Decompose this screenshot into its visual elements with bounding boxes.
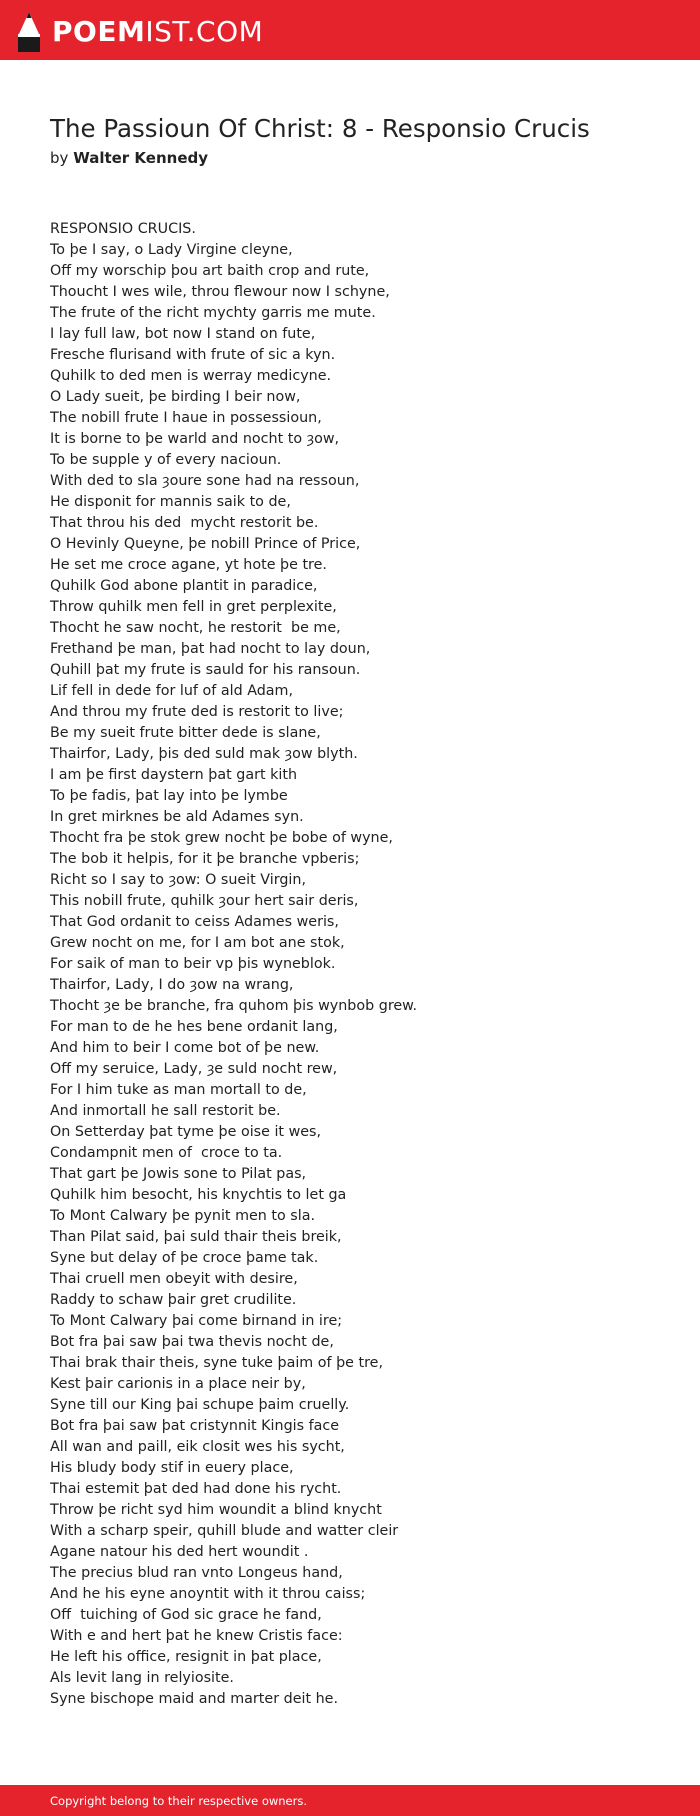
poem-line: Agane natour his ded hert woundit . bbox=[50, 1544, 309, 1560]
poem-line: O Hevinly Queyne, þe nobill Prince of Price, bbox=[50, 536, 361, 552]
poem-line: To þe fadis, þat lay into þe lymbe bbox=[50, 788, 288, 804]
poem-line: Fresche flurisand with frute of sic a kyn. bbox=[50, 347, 336, 363]
poem-title: The Passioun Of Christ: 8 - Responsio Crucis bbox=[50, 114, 590, 143]
poem-body bbox=[50, 219, 670, 1710]
poem-line: That gart þe Jowis sone to Pilat pas, bbox=[50, 1166, 307, 1182]
copyright-text: Copyright belong to their respective owners. bbox=[50, 1794, 308, 1808]
poem-line: And throu my frute ded is restorit to live; bbox=[50, 704, 344, 720]
poem-line: Thairfor, Lady, I do ȝow na wrang, bbox=[50, 977, 294, 993]
poem-line: I lay full law, bot now I stand on fute, bbox=[50, 326, 316, 342]
poem-line: Off tuiching of God sic grace he fand, bbox=[50, 1607, 322, 1623]
pencil-logo-icon bbox=[16, 11, 42, 53]
poem-line: Throw quhilk men fell in gret perplexite, bbox=[50, 599, 337, 615]
poem-line: To Mont Calwary þai come birnand in ire; bbox=[50, 1313, 343, 1329]
poem-line: To þe I say, o Lady Virgine cleyne, bbox=[50, 242, 293, 258]
poem-line: Bot fra þai saw þat cristynnit Kingis face bbox=[50, 1418, 340, 1434]
poem-line: Thai brak thair theis, syne tuke þaim of þe tre, bbox=[50, 1355, 384, 1371]
poem-line: Be my sueit frute bitter dede is slane, bbox=[50, 725, 321, 741]
poem-line: For I him tuke as man mortall to de, bbox=[50, 1082, 307, 1098]
poem-line: He set me croce agane, yt hote þe tre. bbox=[50, 557, 327, 573]
poem-line: He left his office, resignit in þat place, bbox=[50, 1649, 322, 1665]
poem-line: That throu his ded mycht restorit be. bbox=[50, 515, 319, 531]
poem-line: Quhilk to ded men is werray medicyne. bbox=[50, 368, 332, 384]
site-logo-text bbox=[52, 14, 263, 50]
poem-byline bbox=[50, 149, 208, 167]
poem-line: His bludy body stif in euery place, bbox=[50, 1460, 294, 1476]
poem-line: Thai estemit þat ded had done his rycht. bbox=[50, 1481, 342, 1497]
poem-line: Thairfor, Lady, þis ded suld mak ȝow blyth. bbox=[50, 746, 358, 762]
poem-line: RESPONSIO CRUCIS. bbox=[50, 221, 196, 237]
poem-line: For man to de he hes bene ordanit lang, bbox=[50, 1019, 338, 1035]
poem-line: Lif fell in dede for luf of ald Adam, bbox=[50, 683, 294, 699]
poem-line: In gret mirknes be ald Adames syn. bbox=[50, 809, 304, 825]
author-link[interactable]: Walter Kennedy bbox=[73, 149, 209, 167]
poem-line: The frute of the richt mychty garris me mute. bbox=[50, 305, 376, 321]
poem-line: Thocht ȝe be branche, fra quhom þis wynbob grew. bbox=[50, 998, 418, 1014]
poem-line: And he his eyne anoyntit with it throu caiss; bbox=[50, 1586, 366, 1602]
poem-line: Syne bischope maid and marter deit he. bbox=[50, 1691, 339, 1707]
poem-line: Syne till our King þai schupe þaim cruelly. bbox=[50, 1397, 350, 1413]
site-logo-link[interactable] bbox=[16, 11, 263, 53]
logo-text-bold: POEM bbox=[52, 15, 146, 48]
poem-line: O Lady sueit, þe birding I beir now, bbox=[50, 389, 301, 405]
poem-line: Quhilk him besocht, his knychtis to let ga bbox=[50, 1187, 347, 1203]
site-footer bbox=[0, 1785, 700, 1816]
poem-line: Quhilk God abone plantit in paradice, bbox=[50, 578, 318, 594]
poem-line: Off my seruice, Lady, ȝe suld nocht rew, bbox=[50, 1061, 338, 1077]
poem-line: To Mont Calwary þe pynit men to sla. bbox=[50, 1208, 316, 1224]
poem-line: With a scharp speir, quhill blude and watter cleir bbox=[50, 1523, 399, 1539]
poem-line: Condampnit men of croce to ta. bbox=[50, 1145, 283, 1161]
poem-line: Quhill þat my frute is sauld for his ransoun. bbox=[50, 662, 361, 678]
poem-line: He disponit for mannis saik to de, bbox=[50, 494, 291, 510]
poem-line: For saik of man to beir vp þis wyneblok. bbox=[50, 956, 336, 972]
poem-line: That God ordanit to ceiss Adames weris, bbox=[50, 914, 339, 930]
poem-line: Thocht he saw nocht, he restorit be me, bbox=[50, 620, 341, 636]
poem-line: The nobill frute I haue in possessioun, bbox=[50, 410, 322, 426]
poem-line: Raddy to schaw þair gret crudilite. bbox=[50, 1292, 297, 1308]
poem-line: Grew nocht on me, for I am bot ane stok, bbox=[50, 935, 345, 951]
poem-line: Than Pilat said, þai suld thair theis breik, bbox=[50, 1229, 342, 1245]
poem-line: Bot fra þai saw þai twa thevis nocht de, bbox=[50, 1334, 334, 1350]
logo-text-light: IST.COM bbox=[145, 15, 264, 48]
poem-line: All wan and paill, eik closit wes his sycht, bbox=[50, 1439, 345, 1455]
poem-line: With ded to sla ȝoure sone had na ressoun, bbox=[50, 473, 360, 489]
poem-line: Frethand þe man, þat had nocht to lay doun, bbox=[50, 641, 371, 657]
poem-line: Syne but delay of þe croce þame tak. bbox=[50, 1250, 319, 1266]
poem-line: Thocht fra þe stok grew nocht þe bobe of wyne, bbox=[50, 830, 393, 846]
by-label: by bbox=[50, 149, 69, 167]
poem-line: Off my worschip þou art baith crop and rute, bbox=[50, 263, 370, 279]
poem-line: The bob it helpis, for it þe branche vpberis; bbox=[50, 851, 360, 867]
poem-line: This nobill frute, quhilk ȝour hert sair deris, bbox=[50, 893, 359, 909]
poem-line: The precius blud ran vnto Longeus hand, bbox=[50, 1565, 343, 1581]
poem-line: To be supple y of every nacioun. bbox=[50, 452, 282, 468]
poem-line: Throw þe richt syd him woundit a blind knycht bbox=[50, 1502, 382, 1518]
poem-line: Kest þair carionis in a place neir by, bbox=[50, 1376, 306, 1392]
poem-line: And inmortall he sall restorit be. bbox=[50, 1103, 281, 1119]
poem-line: And him to beir I come bot of þe new. bbox=[50, 1040, 320, 1056]
poem-line: With e and hert þat he knew Cristis face: bbox=[50, 1628, 343, 1644]
poem-line: Thai cruell men obeyit with desire, bbox=[50, 1271, 298, 1287]
poem-line: On Setterday þat tyme þe oise it wes, bbox=[50, 1124, 322, 1140]
poem-line: Richt so I say to ȝow: O sueit Virgin, bbox=[50, 872, 307, 888]
poem-line: I am þe first daystern þat gart kith bbox=[50, 767, 298, 783]
poem-line: It is borne to þe warld and nocht to ȝow, bbox=[50, 431, 340, 447]
site-header bbox=[0, 0, 700, 60]
poem-line: Thoucht I wes wile, throu flewour now I schyne, bbox=[50, 284, 390, 300]
poem-line: Als levit lang in relyiosite. bbox=[50, 1670, 234, 1686]
